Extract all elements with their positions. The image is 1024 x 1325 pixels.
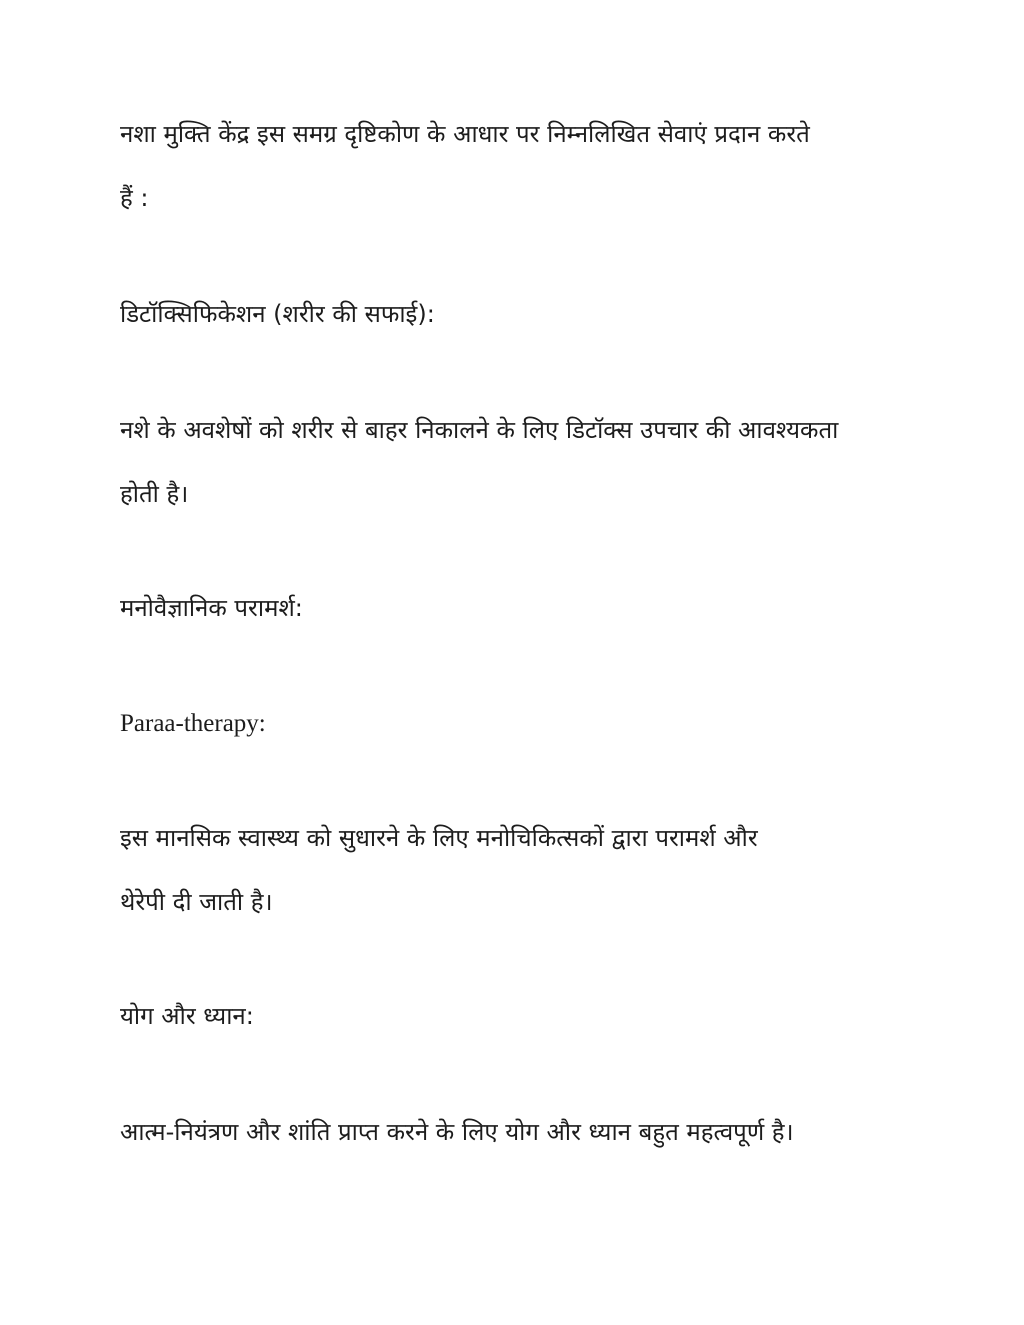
paragraph-services-intro-line-2: हैं : xyxy=(120,184,149,212)
paragraph-detox-line-2: होती है। xyxy=(120,480,189,508)
heading-psychological-counseling: मनोवैज्ञानिक परामर्श: xyxy=(120,594,303,622)
paragraph-detox-line-1: नशे के अवशेषों को शरीर से बाहर निकालने के लिए डिटॉक्स उपचार की आवश्यकता xyxy=(120,416,839,444)
paragraph-therapy-line-2: थेरेपी दी जाती है। xyxy=(120,888,273,916)
paragraph-yoga-line-1: आत्म-नियंत्रण और शांति प्राप्त करने के लिए योग और ध्यान बहुत महत्वपूर्ण है। xyxy=(120,1118,794,1146)
heading-paraa-therapy: Paraa-therapy: xyxy=(120,710,266,737)
paragraph-services-intro-line-1: नशा मुक्ति केंद्र इस समग्र दृष्टिकोण के आधार पर निम्नलिखित सेवाएं प्रदान करते xyxy=(120,120,810,148)
heading-detoxification: डिटॉक्सिफिकेशन (शरीर की सफाई): xyxy=(120,300,435,328)
paragraph-therapy-line-1: इस मानसिक स्वास्थ्य को सुधारने के लिए मनोचिकित्सकों द्वारा परामर्श और xyxy=(120,824,758,852)
heading-yoga-meditation: योग और ध्यान: xyxy=(120,1002,254,1030)
